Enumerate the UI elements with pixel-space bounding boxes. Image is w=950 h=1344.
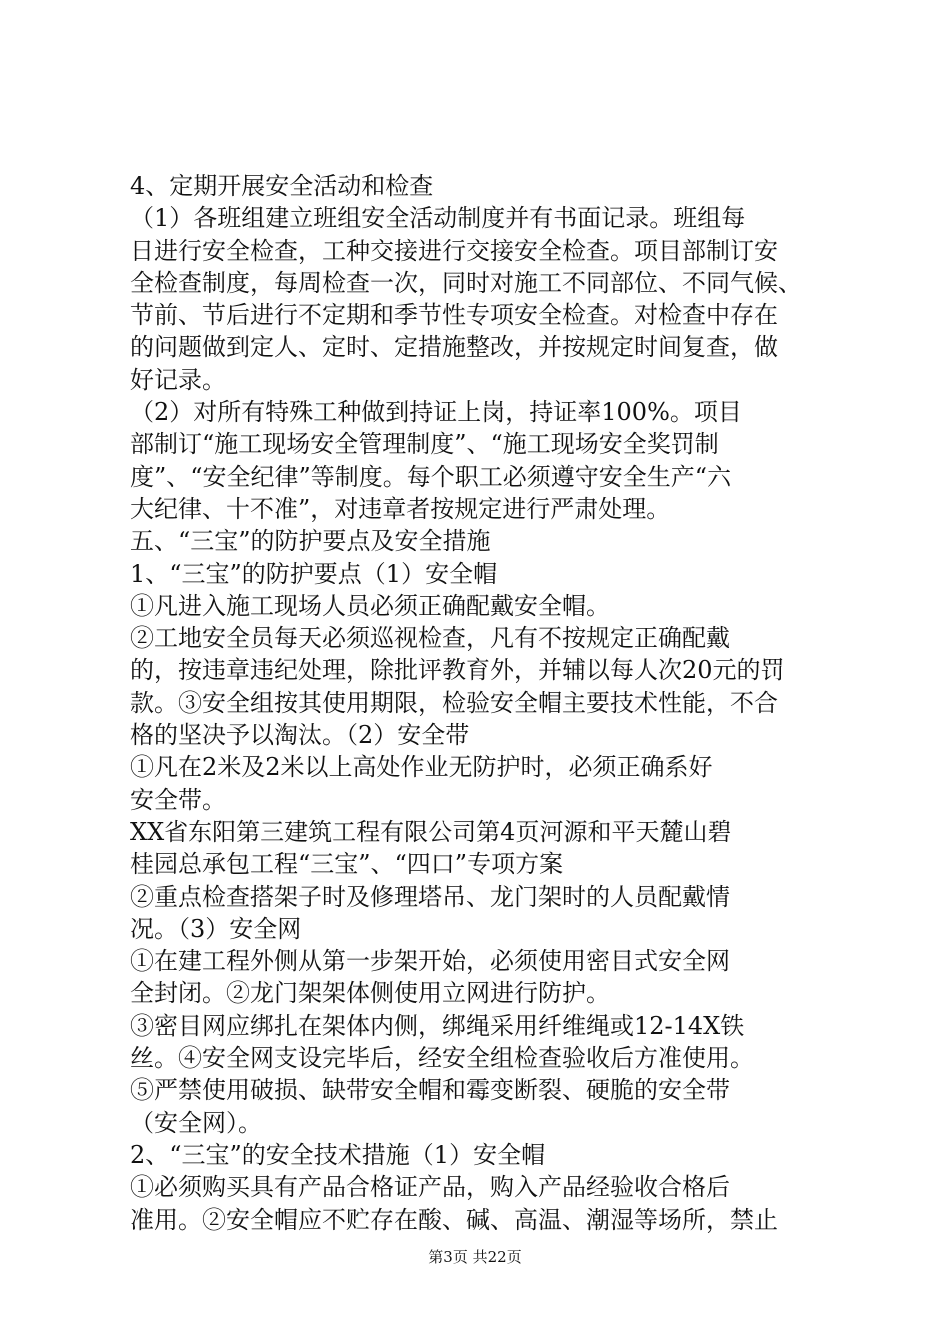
text-line: ②重点检查搭架子时及修理塔吊、龙门架时的人员配戴情	[130, 882, 730, 911]
text-line: 丝。④安全网支设完毕后，经安全组检查验收后方准使用。	[130, 1044, 754, 1073]
text-line: 况。（3）安全网	[130, 914, 302, 943]
text-line: 的问题做到定人、定时、定措施整改，并按规定时间复查，做	[130, 333, 778, 362]
text-line: 1、“三宝”的防护要点（1）安全帽	[130, 559, 498, 588]
text-line: 节前、节后进行不定期和季节性专项安全检查。对检查中存在	[130, 301, 778, 330]
text-line: 准用。②安全帽应不贮存在酸、碱、高温、潮湿等场所，禁止	[130, 1205, 778, 1234]
text-line: 部制订“施工现场安全管理制度”、“施工现场安全奖罚制	[130, 430, 719, 459]
page-footer: 第3页 共22页	[428, 1248, 522, 1266]
text-line: （安全网）。	[130, 1108, 262, 1137]
text-line: 格的坚决予以淘汰。（2）安全带	[130, 721, 470, 750]
text-line: 款。③安全组按其使用期限，检验安全帽主要技术性能，不合	[130, 688, 778, 717]
text-line: （1）各班组建立班组安全活动制度并有书面记录。班组每	[130, 204, 746, 233]
text-line: 大纪律、十不准”，对违章者按规定进行严肃处理。	[130, 494, 671, 523]
text-line: ②工地安全员每天必须巡视检查，凡有不按规定正确配戴	[130, 624, 730, 653]
text-line: 4、定期开展安全活动和检查	[130, 172, 434, 200]
text-line: 桂园总承包工程“三宝”、“四口”专项方案	[130, 850, 564, 879]
text-line: 的，按违章违纪处理，除批评教育外，并辅以每人次20元的罚	[130, 656, 785, 685]
text-line: 2、“三宝”的安全技术措施（1）安全帽	[130, 1140, 546, 1169]
text-line: ①凡进入施工现场人员必须正确配戴安全帽。	[130, 591, 610, 620]
text-line: ①在建工程外侧从第一步架开始，必须使用密目式安全网	[130, 947, 730, 976]
text-line: XX省东阳第三建筑工程有限公司第4页河源和平天麓山碧	[130, 817, 732, 846]
text-line: ⑤严禁使用破损、缺带安全帽和霉变断裂、硬脆的安全带	[130, 1076, 730, 1105]
body-text	[130, 170, 830, 1236]
text-line: （2）对所有特殊工种做到持证上岗，持证率100%。项目	[130, 398, 742, 427]
text-line: 好记录。	[130, 365, 226, 394]
text-line: ③密目网应绑扎在架体内侧，绑绳采用纤维绳或12-14X铁	[130, 1011, 745, 1040]
text-line: ①凡在2米及2米以上高处作业无防护时，必须正确系好	[130, 753, 713, 782]
text-line: 全检查制度，每周检查一次，同时对施工不同部位、不同气候、	[130, 268, 802, 297]
text-line: ①必须购买具有产品合格证产品，购入产品经验收合格后	[130, 1173, 730, 1202]
text-line: 全封闭。②龙门架架体侧使用立网进行防护。	[130, 979, 610, 1008]
text-line: 日进行安全检查，工种交接进行交接安全检查。项目部制订安	[130, 236, 778, 265]
text-line: 度”、“安全纪律”等制度。每个职工必须遵守安全生产“六	[130, 462, 732, 491]
text-line: 五、“三宝”的防护要点及安全措施	[130, 527, 491, 556]
text-line: 安全带。	[130, 785, 226, 814]
